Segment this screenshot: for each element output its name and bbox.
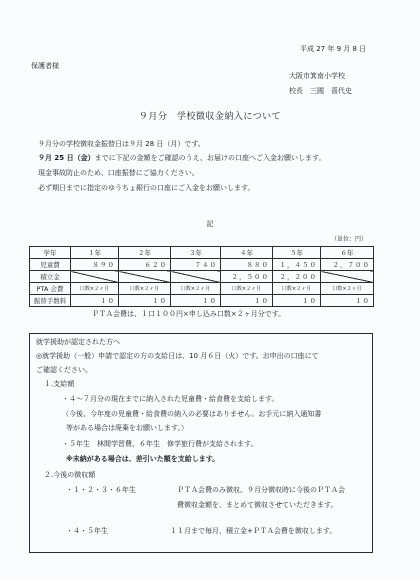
table-cell: １０ bbox=[273, 295, 321, 307]
header-grade-2: ２年 bbox=[119, 247, 171, 259]
table-cell: １０ bbox=[71, 295, 119, 307]
table-cell: １０ bbox=[321, 295, 374, 307]
aid-heading: 就学援助が認定された方へ bbox=[36, 338, 120, 346]
table-cell: ２，７００ bbox=[321, 259, 374, 271]
row-label: 積立金 bbox=[30, 271, 71, 283]
section-1-line-a: ・４～７月分の現在までに納入された児童費・給食費を支給します。 bbox=[62, 395, 279, 403]
section-2-text-a1: ＰＴＡ会費のみ徴収。９月分徴収時に今後のＰＴＡ会 bbox=[177, 486, 345, 494]
row-label: 児童費 bbox=[30, 259, 71, 271]
header-grade-3: ３年 bbox=[171, 247, 221, 259]
body-line-2-rest: までに下記の金額をご確認のうえ、お届けの口座へご入金お願いします。 bbox=[94, 154, 326, 162]
body-line-4: 必ず期日までに指定のゆうちょ銀行の口座にご入金をお願いします。 bbox=[38, 184, 255, 192]
aid-intro-1: ◎就学援助（一般）申請で認定の方の支給日は、10 月６日（火）です。お申出の口座にて bbox=[36, 352, 319, 360]
table-cell: 口数×２ヶ月 bbox=[71, 283, 119, 295]
principal-name: 校長 三國 喜代史 bbox=[289, 87, 352, 95]
table-cell: ２，２００ bbox=[273, 271, 321, 283]
section-1-title: １.支給額 bbox=[44, 380, 75, 388]
table-cell: ８８０ bbox=[221, 259, 273, 271]
section-1-warning: ※未納がある場合は、差引いた額を支給します。 bbox=[66, 455, 220, 463]
body-line-1: ９月分の学校徴収金振替日は９月 28 日（月）です。 bbox=[38, 140, 205, 148]
header-grade: 学年 bbox=[30, 247, 71, 259]
table-cell: １０ bbox=[171, 295, 221, 307]
fee-table bbox=[29, 246, 374, 307]
school-name: 大阪市箕南小学校 bbox=[289, 72, 345, 80]
section-1-line-b: （今後、今年度の児童費・給食費の納入の必要はありません。お手元に納入通知書 bbox=[62, 410, 322, 418]
row-label: 振替手数料 bbox=[30, 295, 71, 307]
section-2-grades-a: ・１・２・３・６年生 bbox=[66, 486, 136, 494]
header-grade-1: １年 bbox=[71, 247, 119, 259]
header-grade-6: ６年 bbox=[321, 247, 374, 259]
notice-title: ９月分 学校徴収金納入について bbox=[138, 112, 282, 122]
table-cell: ６２０ bbox=[119, 259, 171, 271]
issue-date: 平成 27 年 9 月 8 日 bbox=[300, 45, 367, 53]
table-cell-empty bbox=[71, 271, 119, 283]
table-header-row bbox=[30, 247, 374, 259]
table-cell-empty bbox=[119, 271, 171, 283]
table-cell: １０ bbox=[119, 295, 171, 307]
section-1-line-d: ・５年生 林間学習費、６年生 修学旅行費が支給されます。 bbox=[62, 440, 258, 448]
table-cell: 口数×２ヶ月 bbox=[273, 283, 321, 295]
body-line-3: 現金事故防止のため、口座振替にご協力ください。 bbox=[38, 169, 199, 177]
table-cell: ２，５００ bbox=[221, 271, 273, 283]
table-cell: ７４０ bbox=[171, 259, 221, 271]
section-2-text-a2: 費徴収金額を、まとめて徴収させていただきます。 bbox=[177, 501, 338, 509]
table-row-transfer-fee bbox=[30, 295, 374, 307]
table-cell: ８９０ bbox=[71, 259, 119, 271]
table-cell: １０ bbox=[221, 295, 273, 307]
row-label: PTA 会費 bbox=[30, 283, 71, 295]
aid-intro-2: ご確認ください。 bbox=[36, 366, 92, 374]
table-cell: 口数×２ヶ月 bbox=[221, 283, 273, 295]
body-line-2 bbox=[38, 154, 325, 163]
table-cell: １，４５０ bbox=[273, 259, 321, 271]
table-cell: 口数×２ヶ月 bbox=[171, 283, 221, 295]
header-grade-4: ４年 bbox=[221, 247, 273, 259]
table-cell-empty bbox=[321, 271, 374, 283]
unit-label: （単位：円） bbox=[331, 236, 368, 243]
ki-heading: 記 bbox=[206, 220, 214, 228]
table-row-student-fee bbox=[30, 259, 374, 271]
header-grade-5: ５年 bbox=[273, 247, 321, 259]
recipient: 保護者様 bbox=[31, 62, 59, 70]
deadline-date: ９月 25 日（金） bbox=[38, 154, 95, 162]
table-row-savings bbox=[30, 271, 374, 283]
section-2-text-b: １１月まで毎月、積立金+ＰＴＡ会費を徴収します。 bbox=[170, 527, 337, 535]
section-2-grades-b: ・４・５年生 bbox=[66, 527, 108, 535]
table-row-pta bbox=[30, 283, 374, 295]
table-cell: 口数×２ヶ月 bbox=[321, 283, 374, 295]
section-2-title: ２.今後の徴収額 bbox=[44, 471, 96, 479]
section-1-line-c: 等がある場合は廃棄をお願いします。） bbox=[66, 424, 188, 432]
table-cell: 口数×２ヶ月 bbox=[119, 283, 171, 295]
table-cell-empty bbox=[171, 271, 221, 283]
pta-fee-note: ＰＴＡ会費は、１口１００円×申し込み口数×２ヶ月分です。 bbox=[92, 310, 286, 318]
